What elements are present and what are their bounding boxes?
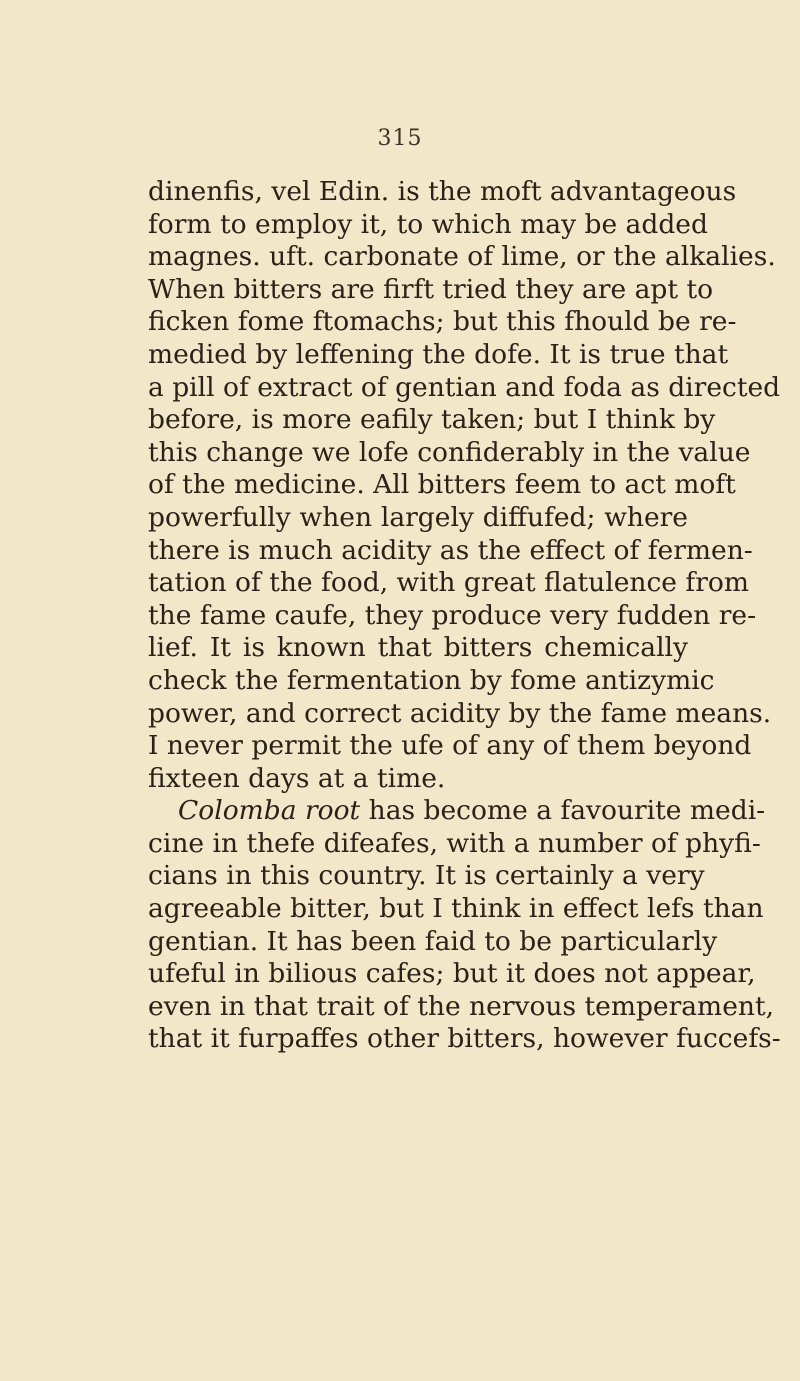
- text-line: When bitters are firft tried they are apt to: [148, 273, 714, 305]
- text-line: dinenfis, vel Edin. is the moft advantageous: [148, 176, 737, 207]
- text-line: gentian. It has been faid to be particularly: [148, 925, 718, 957]
- text-line: ficken fome ftomachs; but this fhould be re-: [148, 306, 737, 338]
- text-line: this change we lofe confiderably in the value: [148, 436, 751, 468]
- text-line: of the medicine. All bitters feem to act moft: [148, 469, 736, 501]
- body-text: [148, 176, 781, 1056]
- text-line: there is much acidity as the effect of fermen-: [148, 534, 753, 566]
- text-line: even in that trait of the nervous temperament,: [148, 990, 775, 1022]
- text-line: a pill of extract of gentian and foda as directed: [148, 371, 781, 403]
- text-line: tation of the food, with great flatulence from: [148, 567, 749, 599]
- page-number: 315: [377, 126, 423, 151]
- text-line: that it furpaffes other bitters, however fuccefs-: [148, 1023, 781, 1055]
- text-line: agreeable bitter, but I think in effect lefs than: [148, 893, 764, 925]
- text-line: form to employ it, to which may be added: [148, 208, 708, 240]
- text-line: before, is more eafily taken; but I think by: [148, 404, 716, 436]
- text-line: the fame caufe, they produce very fudden re-: [148, 599, 757, 631]
- text-line: lief. It is known that bitters chemically: [148, 632, 688, 664]
- text-line: fixteen days at a time.: [148, 762, 446, 794]
- text-line: powerfully when largely diffufed; where: [148, 501, 688, 533]
- text-line: check the fermentation by fome antizymic: [148, 664, 715, 696]
- italic-term: Colomba root: [178, 795, 361, 827]
- text-line: power, and correct acidity by the fame means.: [148, 697, 772, 729]
- text-line: ufeful in bilious cafes; but it does not appear,: [148, 958, 756, 990]
- text-line: I never permit the ufe of any of them beyond: [148, 730, 752, 762]
- text-line: cine in thefe difeafes, with a number of phyfi-: [148, 827, 761, 859]
- text-line: cians in this country. It is certainly a very: [148, 860, 705, 892]
- paragraph-first-line: [148, 795, 766, 828]
- text-line: medied by leffening the dofe. It is true that: [148, 338, 729, 370]
- text-fragment: has become a favourite medi-: [360, 795, 766, 827]
- text-line: magnes. uft. carbonate of lime, or the alkalies.: [148, 241, 776, 273]
